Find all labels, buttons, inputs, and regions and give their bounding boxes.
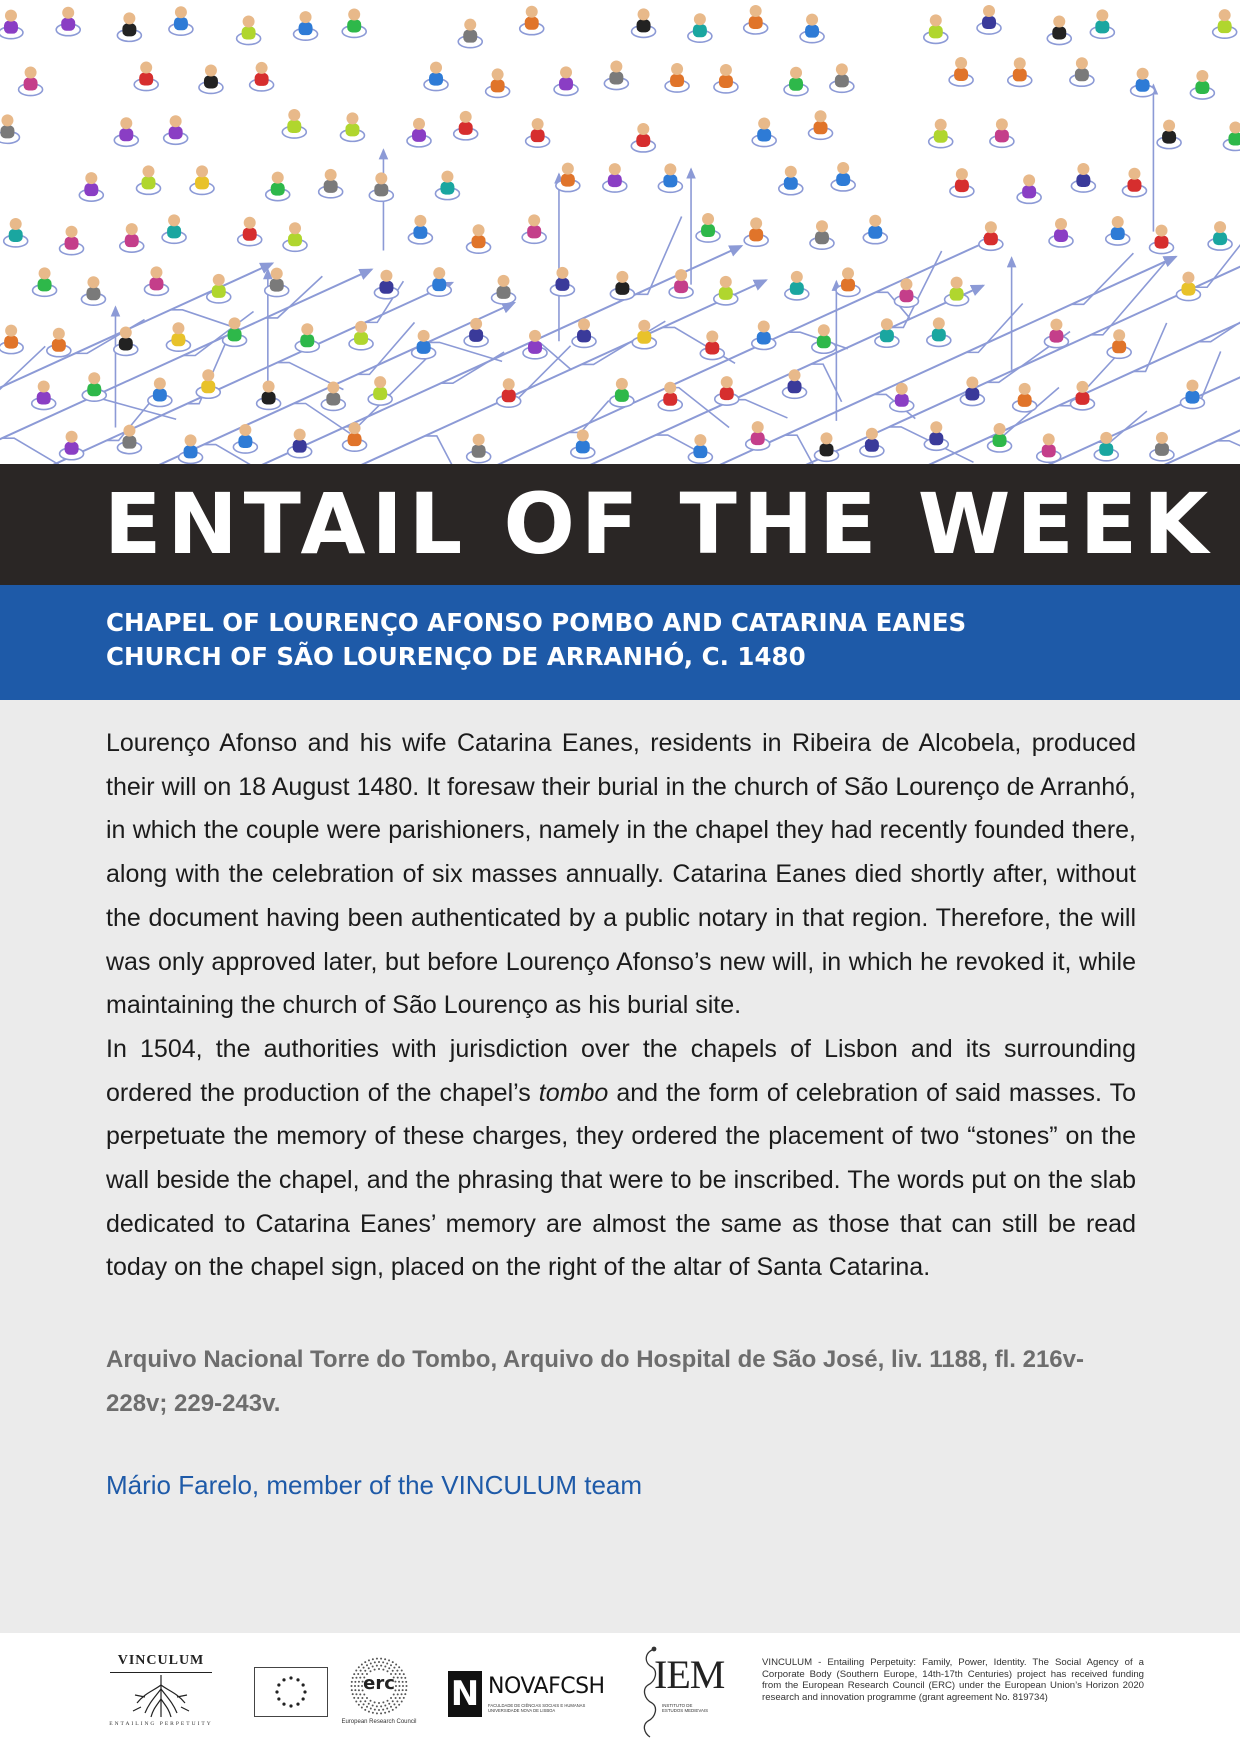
person-figure (665, 63, 689, 92)
person-figure (0, 114, 19, 143)
iem-wordmark: IEM (654, 1652, 725, 1697)
person-figure (0, 10, 23, 39)
paragraph-tombo-start: In 1504, the authorities with jurisdiction over the chapels of Lisbon and its surrounding ordered the production of the chapel’s (106, 1034, 1136, 1107)
person-figure (340, 112, 364, 141)
person-figure (237, 16, 261, 45)
person-figure (486, 68, 510, 97)
person-figure (960, 377, 984, 406)
vinculum-logo (108, 1653, 214, 1737)
person-figure (349, 321, 373, 350)
person-figure (863, 215, 887, 244)
person-figure (812, 324, 836, 353)
person-figure (1017, 174, 1041, 203)
person-figure (32, 381, 56, 410)
erc-caption: European Research Council (341, 1719, 417, 1725)
person-figure (321, 381, 345, 410)
person-figure (800, 14, 824, 43)
person-figure (924, 421, 948, 450)
person-figure (779, 166, 803, 195)
person-figure (1008, 57, 1032, 86)
paragraph-tombo-end: and the form of celebration of said masses. To perpetuate the memory of these charges, they ordered the placement of two “stones” on the wall beside the chapel, and the phrasing that were to be inscribed. The words put on the slab dedicated to Catarina Eanes’ memory are almost the same as those that can still be read today on the chapel sign, placed on the right of the altar of Santa Catarina. (106, 1078, 1136, 1282)
person-figure (1037, 433, 1061, 462)
person-figure (929, 119, 953, 148)
person-figure (282, 109, 306, 138)
person-figure (33, 267, 57, 296)
person-figure (435, 171, 459, 200)
person-figure (294, 11, 318, 40)
person-figure (497, 378, 521, 407)
person-figure (319, 169, 343, 198)
person-figure (79, 172, 103, 201)
person-figure (1223, 122, 1240, 151)
person-figure (924, 14, 948, 43)
person-figure (752, 118, 776, 147)
person-figure (4, 218, 28, 247)
person-figure (464, 318, 488, 347)
iem-caption: INSTITUTO DE ESTUDOS MEDIEVAIS (662, 1703, 709, 1714)
funding-statement: VINCULUM - Entailing Perpetuity: Family, Power, Identity. The Social Agency of a Corporate Body (Southern Europe, 14th-17th Centuries) project has received funding from the European Research Council (ERC) under the European Union’s Horizon 2020 research and innovation programme (grant agreement No. 819734) (762, 1657, 1144, 1703)
person-figure (412, 330, 436, 359)
person-figure (169, 6, 193, 35)
person-figure (526, 118, 550, 147)
author-credit: Mário Farelo, member of the VINCULUM team (106, 1470, 643, 1500)
person-figure (979, 221, 1003, 250)
subtitle-chapel: CHAPEL OF LOURENÇO AFONSO POMBO AND CATARINA EANES (106, 608, 967, 637)
person-figure (238, 217, 262, 246)
person-figure (342, 8, 366, 37)
person-figure (408, 215, 432, 244)
people-network-graphic (0, 0, 1240, 464)
person-figure (714, 276, 738, 305)
person-figure (144, 266, 168, 295)
person-figure (571, 429, 595, 458)
person-figure (250, 62, 274, 91)
nova-caption: FACULDADE DE CIÊNCIAS SOCIAIS E HUMANAS UNIVERSIDADE NOVA DE LISBOA (488, 1703, 586, 1713)
person-figure (295, 323, 319, 352)
person-figure (714, 64, 738, 93)
person-figure (374, 270, 398, 299)
source-citation: Arquivo Nacional Torre do Tombo, Arquivo do Hospital de São José, liv. 1188, fl. 216v-228v; 229-243v. (106, 1346, 1084, 1417)
person-figure (744, 5, 768, 34)
person-figure (166, 322, 190, 351)
article-body (106, 722, 1136, 1290)
person-figure (945, 277, 969, 306)
person-figure (1013, 383, 1037, 412)
person-figure (810, 220, 834, 249)
person-figure (467, 434, 491, 463)
person-figure (458, 19, 482, 48)
paragraph-will: Lourenço Afonso and his wife Catarina Eanes, residents in Ribeira de Alcobela, produced their will on 18 August 1480. It foresaw their burial in the church of São Lourenço de Arranhó, in which the couple were parishioners, namely in the chapel they had recently founded there, along with the celebration of six masses annually. Catarina Eanes died shortly after, without the document having been authenticated by a public notary in that region. Therefore, the will was only approved later, but before Lourenço Afonso’s new will, in which he revoked it, while maintaining the church of São Lourenço as his burial site. (106, 729, 1136, 1020)
person-figure (454, 111, 478, 140)
person-figure (785, 271, 809, 300)
nova-mark-icon: N (448, 1671, 482, 1717)
person-figure (117, 425, 141, 454)
tree-roots-icon (131, 1675, 191, 1719)
person-figure (632, 8, 656, 37)
person-figure (492, 275, 516, 304)
person-figure (1122, 168, 1146, 197)
nova-name: NOVAFCSH (488, 1674, 605, 1699)
vinculum-logo-name: VINCULUM (117, 1653, 205, 1668)
person-figure (830, 63, 854, 92)
erc-wordmark: erc (363, 1673, 395, 1694)
person-figure (860, 428, 884, 457)
person-figure (784, 67, 808, 96)
person-figure (744, 217, 768, 246)
person-figure (0, 325, 23, 354)
person-figure (550, 267, 574, 296)
person-figure (746, 421, 770, 450)
person-figure (82, 372, 106, 401)
person-figure (114, 326, 138, 355)
footer (0, 1633, 1240, 1754)
person-figure (1208, 221, 1232, 250)
paragraph-tombo (106, 1028, 1136, 1290)
person-figure (1213, 9, 1237, 38)
person-figure (1047, 16, 1071, 45)
person-figure (783, 369, 807, 398)
network-figures (0, 5, 1240, 463)
person-figure (117, 12, 141, 41)
person-figure (266, 172, 290, 201)
person-figure (81, 276, 105, 305)
person-figure (162, 214, 186, 243)
person-figure (696, 213, 720, 242)
person-figure (631, 123, 655, 152)
person-figure (927, 317, 951, 346)
subtitle-band (0, 585, 1240, 700)
page-title: ENTAIL OF THE WEEK (104, 475, 1215, 573)
person-figure (56, 7, 80, 36)
tombo-term: tombo (538, 1078, 609, 1107)
person-figure (809, 110, 833, 139)
person-figure (1070, 381, 1094, 410)
person-figure (207, 274, 231, 303)
person-figure (467, 224, 491, 253)
person-figure (1044, 319, 1068, 348)
person-figure (1180, 380, 1204, 409)
person-figure (977, 5, 1001, 34)
person-figure (814, 432, 838, 461)
person-figure (1190, 70, 1214, 99)
person-figure (1150, 432, 1174, 461)
person-figure (1090, 9, 1114, 38)
person-figure (715, 376, 739, 405)
person-figure (179, 434, 203, 463)
person-figure (199, 64, 223, 93)
person-figure (424, 62, 448, 91)
vinculum-logo-rule (110, 1672, 212, 1673)
person-figure (407, 118, 431, 147)
person-figure (1049, 218, 1073, 247)
person-figure (1157, 120, 1181, 149)
person-figure (368, 376, 392, 405)
person-figure (257, 380, 281, 409)
person-figure (369, 172, 393, 201)
vinculum-tagline: ENTAILING PERPETUITY (109, 1721, 213, 1727)
erc-logo (336, 1657, 422, 1741)
person-figure (1131, 68, 1155, 97)
person-figure (114, 117, 138, 146)
person-figure (1094, 432, 1118, 461)
person-figure (890, 383, 914, 412)
person-figure (120, 223, 144, 252)
person-figure (520, 6, 544, 35)
person-figure (19, 67, 43, 96)
person-figure (134, 62, 158, 91)
person-figure (1070, 57, 1094, 86)
person-figure (136, 165, 160, 194)
iem-logo (640, 1645, 725, 1743)
eu-flag-icon (254, 1667, 328, 1717)
person-figure (990, 118, 1014, 147)
person-figure (603, 163, 627, 192)
person-figure (427, 267, 451, 296)
person-figure (752, 320, 776, 349)
hero-network-illustration (0, 0, 1240, 464)
person-figure (610, 378, 634, 407)
person-figure (836, 267, 860, 296)
person-figure (1071, 163, 1095, 192)
subtitle-church: CHURCH OF SÃO LOURENÇO DE ARRANHÓ, C. 1480 (106, 642, 806, 671)
person-figure (554, 66, 578, 95)
person-figure (283, 222, 307, 251)
person-figure (196, 369, 220, 398)
nova-fcsh-logo (448, 1671, 616, 1721)
person-figure (658, 382, 682, 411)
person-figure (658, 163, 682, 192)
person-figure (60, 431, 84, 460)
person-figure (190, 165, 214, 194)
person-figure (1107, 329, 1131, 358)
title-band (0, 464, 1240, 585)
person-figure (950, 168, 974, 197)
person-figure (610, 271, 634, 300)
person-figure (1106, 216, 1130, 245)
person-figure (831, 162, 855, 191)
person-figure (604, 61, 628, 90)
person-figure (669, 269, 693, 298)
person-figure (632, 320, 656, 349)
person-figure (47, 328, 71, 357)
content-area (0, 700, 1240, 1633)
person-figure (164, 115, 188, 144)
person-figure (688, 13, 712, 42)
person-figure (60, 226, 84, 255)
person-figure (949, 57, 973, 86)
person-figure (148, 378, 172, 407)
person-figure (522, 214, 546, 243)
